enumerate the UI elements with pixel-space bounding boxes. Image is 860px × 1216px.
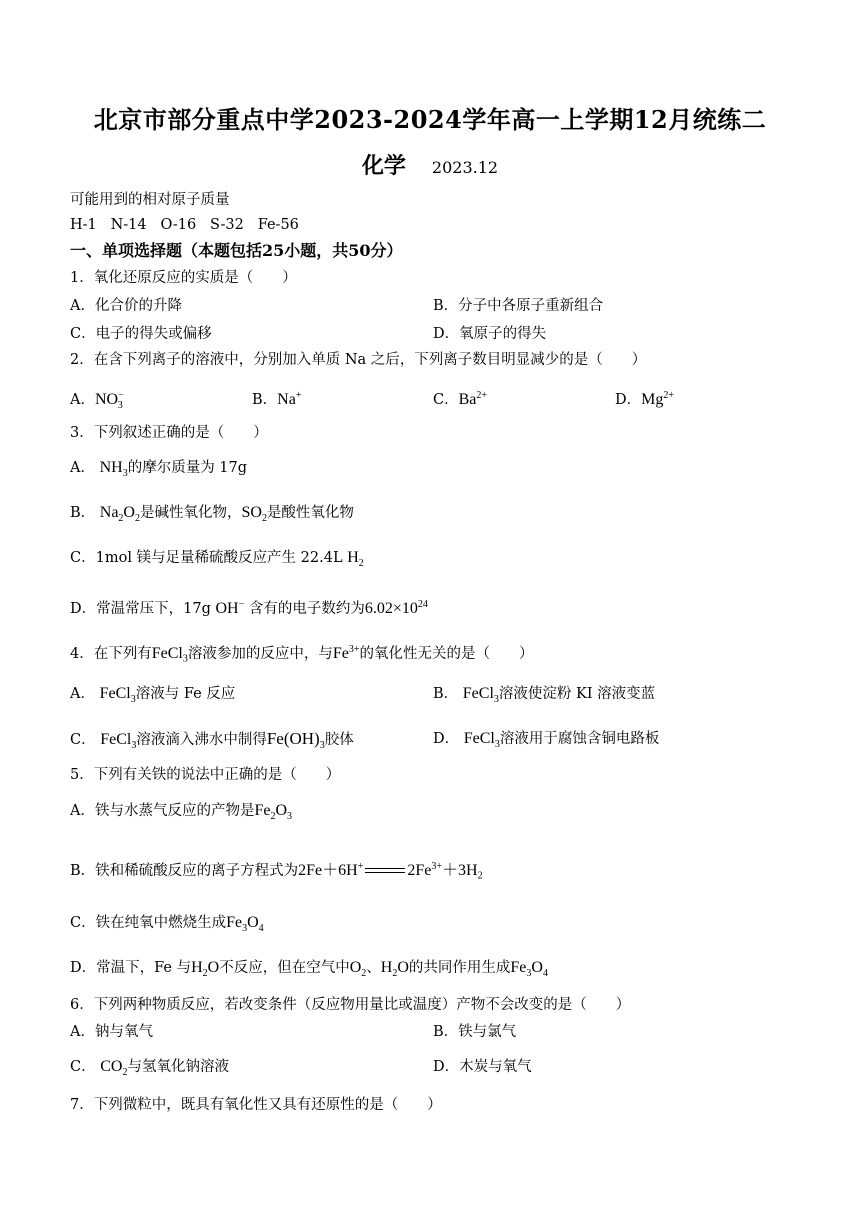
q3-option-b: B． $Na_2O_2$是碱性氧化物，$SO_2$是酸性氧化物 xyxy=(70,504,354,524)
q6-option-a: A．钠与氧气 B．铁与氯气 xyxy=(70,1024,517,1040)
atomic-mass-label: 可能用到的相对原子质量 xyxy=(70,192,230,208)
q4-option-c: C． FeCl$_3$溶液滴入沸水中制得$Fe(OH)_3$胶体 D． FeCl$_3$溶液用于腐蚀含铜电路板 xyxy=(70,729,354,756)
q6-option-b: B．铁与氯气 xyxy=(433,1024,517,1040)
equals-sign xyxy=(365,866,405,876)
q4-stem: 4．在下列有FeCl$_3$溶液参加的反应中，与$Fe^{3+}$的氧化性无关的是（ ） xyxy=(70,644,534,665)
q2-option-c: C．$Ba^{2+}$ xyxy=(433,390,488,408)
q6-option-c: C． $CO_2$与氢氧化钠溶液 D．木炭与氧气 xyxy=(70,1058,532,1078)
q1-option-d: D．氧原子的得失 xyxy=(433,326,547,342)
atomic-mass-values: H-1 N-14 O-16 S-32 Fe-56 xyxy=(70,217,299,233)
q1-option-a: A．化合价的升降 B．分子中各原子重新组合 xyxy=(70,298,604,314)
q2-stem: 2．在含下列离子的溶液中，分别加入单质 Na 之后，下列离子数目明显减少的是（ ） xyxy=(70,352,647,368)
q4-option-b: B． FeCl$_3$溶液使淀粉 KI 溶液变蓝 xyxy=(433,685,656,705)
q3-option-c: C．1mol 镁与足量稀硫酸反应产生 22.4L $H_2$ xyxy=(70,549,364,569)
q5-stem: 5．下列有关铁的说法中正确的是（ ） xyxy=(70,767,341,783)
q2-option-d: D．$Mg^{2+}$ xyxy=(615,390,675,408)
q4-option-a: A． FeCl$_3$溶液与 Fe 反应 B． FeCl$_3$溶液使淀粉 KI 溶液变蓝 xyxy=(70,684,235,710)
section-heading: 一、单项选择题（本题包括25小题，共50分） xyxy=(70,241,403,260)
q5-option-b: B．铁和稀硫酸反应的离子方程式为2Fe＋6H+ $2Fe^{3+}+3H_2$ xyxy=(70,861,483,882)
q1-option-c: C．电子的得失或偏移 D．氧原子的得失 xyxy=(70,326,547,342)
subject-label: 化学 xyxy=(361,153,406,179)
q2-option-a: A．$NO^-_3$ xyxy=(70,390,124,411)
q6-option-d: D．木炭与氧气 xyxy=(433,1059,532,1075)
q5-option-a: A．铁与水蒸气反应的产物是$Fe_2O_3$ xyxy=(70,802,293,822)
exam-date: 2023.12 xyxy=(431,158,499,177)
q2-option-b: B．Na+ xyxy=(252,390,302,408)
exam-subtitle xyxy=(0,149,860,180)
q3-stem: 3．下列叙述正确的是（ ） xyxy=(70,425,268,441)
q1-stem: 1．氧化还原反应的实质是（ ） xyxy=(70,270,297,286)
q5-option-c: C．铁在纯氧中燃烧生成$Fe_3O_4$ xyxy=(70,914,264,934)
q4-option-d: D． FeCl$_3$溶液用于腐蚀含铜电路板 xyxy=(433,730,660,750)
q6-stem: 6．下列两种物质反应，若改变条件（反应物用量比或温度）产物不会改变的是（ ） xyxy=(70,997,631,1013)
q3-option-d: D．常温常压下，17g OH− 含有的电子数约为$6.02\times 10^{24}$ xyxy=(70,599,428,617)
q1-option-b: B．分子中各原子重新组合 xyxy=(433,298,604,314)
q5-option-d: D．常温下，Fe 与$H_2O$不反应，但在空气中$O_2$、$H_2O$的共同作用生成$Fe_3O_4$ xyxy=(70,959,548,979)
exam-title: 北京市部分重点中学2023-2024学年高一上学期12月统练二 xyxy=(93,105,767,134)
q3-option-a: A． $NH_3$的摩尔质量为 17g xyxy=(70,459,248,479)
q7-stem: 7．下列微粒中，既具有氧化性又具有还原性的是（ ） xyxy=(70,1097,442,1113)
